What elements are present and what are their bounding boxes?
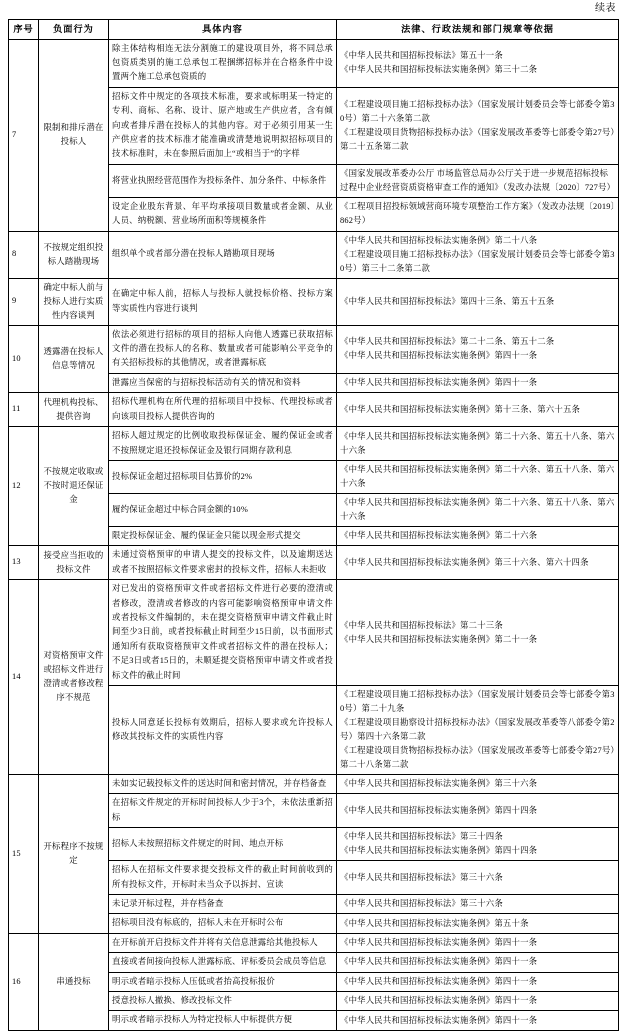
- cell-legal-basis: [337, 953, 619, 972]
- cell-legal-basis: [337, 39, 619, 87]
- cell-negative-behavior: 限制和排斥潜在投标人: [39, 39, 109, 231]
- cell-legal-basis: [337, 393, 619, 427]
- legal-basis-entry: 《中华人民共和国招标投标法》第四十三条、第五十五条: [340, 296, 555, 306]
- legal-basis-entry: 《中华人民共和国招标投标法》第五十一条: [340, 51, 503, 61]
- table-row: [9, 39, 619, 87]
- cell-legal-basis: [337, 278, 619, 325]
- cell-specific-content: 未如实记载投标文件的送达时间和密封情况，并存档备查: [109, 774, 337, 793]
- cell-legal-basis: [337, 493, 619, 526]
- cell-sequence-number: 8: [9, 231, 39, 278]
- cell-legal-basis: [337, 546, 619, 580]
- cell-legal-basis: [337, 197, 619, 231]
- cell-legal-basis: [337, 972, 619, 991]
- cell-specific-content: 招标代理机构在所代理的招标项目中投标、代理投标或者向该项目投标人提供咨询的: [109, 393, 337, 427]
- cell-legal-basis: [337, 861, 619, 895]
- cell-sequence-number: 7: [9, 39, 39, 231]
- cell-legal-basis: [337, 933, 619, 952]
- cell-negative-behavior: 对资格预审文件或招标文件进行澄清或者修改程序不规范: [39, 580, 109, 775]
- cell-legal-basis: [337, 373, 619, 392]
- cell-specific-content: 未记录开标过程，并存档备查: [109, 895, 337, 914]
- table-row: [9, 933, 619, 952]
- cell-legal-basis: [337, 794, 619, 828]
- cell-specific-content: 直接或者间接向投标人泄露标底、评标委员会成员等信息: [109, 953, 337, 972]
- table-row: [9, 774, 619, 793]
- column-header-seq: 序号: [9, 20, 39, 40]
- legal-basis-entry: 《中华人民共和国招标投标法实施条例》第四十一条: [340, 1015, 538, 1025]
- legal-basis-entry: 《中华人民共和国招标投标法实施条例》第四十一条: [340, 378, 538, 388]
- cell-sequence-number: 10: [9, 325, 39, 393]
- legal-basis-entry: 《中华人民共和国招标投标法实施条例》第二十一条: [340, 634, 538, 644]
- cell-legal-basis: [337, 774, 619, 793]
- cell-specific-content: 履约保证金超过中标合同金额的10%: [109, 493, 337, 526]
- legal-basis-entry: 《工程建设项目施工招标投标办法》（国家发展计划委员会等七部委令第30号）第三十二条第二款: [340, 249, 615, 273]
- legal-basis-entry: 《中华人民共和国招标投标法》第三十四条: [340, 832, 503, 842]
- table-row: [9, 546, 619, 580]
- cell-specific-content: 未通过资格预审的申请人提交的投标文件，以及逾期送达或者不按照招标文件要求密封的投标文件，招标人未拒收: [109, 546, 337, 580]
- legal-basis-entry: 《中华人民共和国招标投标法实施条例》第四十四条: [340, 846, 538, 856]
- cell-legal-basis: [337, 992, 619, 1011]
- legal-basis-entry: 《中华人民共和国招标投标法实施条例》第十三条、第六十五条: [340, 404, 581, 414]
- cell-sequence-number: 15: [9, 774, 39, 933]
- cell-specific-content: 招标人在招标文件要求提交投标文件的截止时间前收到的所有投标文件，开标时未当众予以拆封、宣读: [109, 861, 337, 895]
- legal-basis-entry: 《中华人民共和国招标投标法实施条例》第二十六条、第五十八条、第六十六条: [340, 431, 615, 455]
- cell-negative-behavior: 确定中标人前与投标人进行实质性内容谈判: [39, 278, 109, 325]
- cell-legal-basis: [337, 87, 619, 164]
- cell-negative-behavior: 不按规定收取或不按时退还保证金: [39, 427, 109, 546]
- legal-basis-entry: 《中华人民共和国招标投标法》第三十六条: [340, 899, 503, 909]
- legal-basis-entry: 《中华人民共和国招标投标法实施条例》第二十六条、第五十八条、第六十六条: [340, 464, 615, 488]
- legal-basis-entry: 《中华人民共和国招标投标法》第三十六条: [340, 872, 503, 882]
- legal-basis-entry: 《中华人民共和国招标投标法》第二十三条: [340, 620, 503, 630]
- legal-basis-entry: 《中华人民共和国招标投标法实施条例》第三十六条: [340, 779, 538, 789]
- legal-basis-entry: 《工程建设项目货物招标投标办法》（国家发展改革委等七部委令第27号）第二十五条第二款: [340, 127, 615, 151]
- cell-specific-content: 招标人未按照招标文件规定的时间、地点开标: [109, 828, 337, 861]
- cell-legal-basis: [337, 460, 619, 493]
- legal-basis-entry: 《工程建设项目施工招标投标办法》（国家发展计划委员会等七部委令第30号）第二十九条: [340, 689, 615, 713]
- legal-basis-entry: 《工程项目招投标领域营商环境专项整治工作方案》（发改办法规〔2019〕862号）: [340, 202, 615, 226]
- cell-legal-basis: [337, 231, 619, 278]
- cell-sequence-number: 11: [9, 393, 39, 427]
- cell-negative-behavior: 代理机构投标、提供咨询: [39, 393, 109, 427]
- cell-legal-basis: [337, 914, 619, 933]
- cell-sequence-number: 13: [9, 546, 39, 580]
- legal-basis-entry: 《中华人民共和国招标投标法实施条例》第二十八条: [340, 235, 538, 245]
- cell-specific-content: 将营业执照经营范围作为投标条件、加分条件、中标条件: [109, 164, 337, 197]
- legal-basis-entry: 《中华人民共和国招标投标法实施条例》第五十条: [340, 918, 529, 928]
- cell-specific-content: 明示或者暗示投标人压低或者抬高投标报价: [109, 972, 337, 991]
- cell-legal-basis: [337, 325, 619, 373]
- legal-basis-entry: 《中华人民共和国招标投标法实施条例》第三十六条、第六十四条: [340, 557, 589, 567]
- table-body: [9, 39, 619, 1030]
- column-header-law: 法律、行政法规和部门规章等依据: [337, 20, 619, 40]
- legal-basis-entry: 《中华人民共和国招标投标法实施条例》第四十一条: [340, 938, 538, 948]
- cell-negative-behavior: 开标程序不按规定: [39, 774, 109, 933]
- column-header-behavior: 负面行为: [39, 20, 109, 40]
- cell-legal-basis: [337, 828, 619, 861]
- cell-specific-content: 对已发出的资格预审文件或者招标文件进行必要的澄清或者修改，澄清或者修改的内容可能影响资格预审申请文件或者投标文件编制的，未在提交资格预审申请文件截止时间至少3日前，或者投标截止时间至少15日前，以书面形式通知所有获取资格预审文件或者招标文件的潜在投标人；不足3日或者15日的，未顺延提交资格预审申请文件或者投标文件的截止时间: [109, 580, 337, 686]
- legal-basis-entry: 《中华人民共和国招标投标法实施条例》第四十一条: [340, 957, 538, 967]
- cell-negative-behavior: 接受应当拒收的投标文件: [39, 546, 109, 580]
- cell-specific-content: 明示或者暗示投标人为特定投标人中标提供方便: [109, 1011, 337, 1030]
- cell-specific-content: 依法必须进行招标的项目的招标人向他人透露已获取招标文件的潜在投标人的名称、数量或者可能影响公平竞争的有关招标投标的其他情况，或者泄露标底: [109, 325, 337, 373]
- cell-specific-content: 在确定中标人前，招标人与投标人就投标价格、投标方案等实质性内容进行谈判: [109, 278, 337, 325]
- cell-specific-content: 授意投标人撤换、修改投标文件: [109, 992, 337, 1011]
- table-row: [9, 427, 619, 461]
- cell-sequence-number: 16: [9, 933, 39, 1030]
- legal-basis-entry: 《中华人民共和国招标投标法实施条例》第四十一条: [340, 351, 538, 361]
- legal-basis-entry: 《中华人民共和国招标投标法实施条例》第二十六条: [340, 531, 538, 541]
- legal-basis-entry: 《中华人民共和国招标投标法实施条例》第二十六条、第五十八条、第六十六条: [340, 497, 615, 521]
- legal-basis-entry: 《中华人民共和国招标投标法实施条例》第三十二条: [340, 65, 538, 75]
- cell-specific-content: 组织单个或者部分潜在投标人踏勘项目现场: [109, 231, 337, 278]
- cell-specific-content: 投标保证金超过招标项目估算价的2%: [109, 460, 337, 493]
- cell-specific-content: 泄露应当保密的与招标投标活动有关的情况和资料: [109, 373, 337, 392]
- negative-behavior-table: [8, 19, 619, 1031]
- cell-legal-basis: [337, 895, 619, 914]
- cell-legal-basis: [337, 685, 619, 774]
- cell-negative-behavior: 串通投标: [39, 933, 109, 1030]
- legal-basis-entry: 《工程建设项目勘察设计招标投标办法》（国家发展改革委等八部委令第2号）第四十六条第二款: [340, 717, 615, 741]
- cell-negative-behavior: 透露潜在投标人信息等情况: [39, 325, 109, 393]
- legal-basis-entry: 《国家发展改革委办公厅 市场监管总局办公厅关于进一步规范招标投标过程中企业经营资质资格审查工作的通知》（发改办法规〔2020〕727号）: [340, 168, 616, 192]
- header-row: [9, 20, 619, 40]
- cell-specific-content: 投标人同意延长投标有效期后，招标人要求或允许投标人修改其投标文件的实质性内容: [109, 685, 337, 774]
- cell-legal-basis: [337, 427, 619, 461]
- cell-legal-basis: [337, 164, 619, 197]
- cell-negative-behavior: 不按规定组织投标人踏勘现场: [39, 231, 109, 278]
- legal-basis-entry: 《中华人民共和国招标投标法实施条例》第四十四条: [340, 805, 538, 815]
- table-row: [9, 580, 619, 686]
- cell-specific-content: 招标文件中规定的各项技术标准，要求或标明某一特定的专利、商标、名称、设计、原产地或生产供应者，含有倾向或者排斥潜在投标人的其他内容。对于必须引用某一生产供应者的技术标准才能准确或清楚地说明拟招标项目的技术标准时，未在参照后面加上“或相当于”的字样: [109, 87, 337, 164]
- legal-basis-entry: 《中华人民共和国招标投标法》第二十二条、第五十二条: [340, 337, 555, 347]
- cell-legal-basis: [337, 526, 619, 545]
- cell-legal-basis: [337, 580, 619, 686]
- table-row: [9, 325, 619, 373]
- cell-specific-content: 限定投标保证金、履约保证金只能以现金形式提交: [109, 526, 337, 545]
- legal-basis-entry: 《中华人民共和国招标投标法实施条例》第四十一条: [340, 996, 538, 1006]
- cell-specific-content: 除主体结构相连无法分割施工的建设项目外，将不同总承包资质类别的施工总承包工程捆绑招标并在合格条件中设置两个施工总承包资质的: [109, 39, 337, 87]
- cell-specific-content: 招标项目没有标底的，招标人未在开标时公布: [109, 914, 337, 933]
- cell-sequence-number: 12: [9, 427, 39, 546]
- table-header: [9, 20, 619, 40]
- continued-table-label: 续表: [595, 3, 616, 14]
- table-row: [9, 278, 619, 325]
- cell-specific-content: 设定企业股东背景、年平均承接项目数量或者金额、从业人员、纳税额、营业场所面积等规模条件: [109, 197, 337, 231]
- cell-sequence-number: 14: [9, 580, 39, 775]
- cell-specific-content: 在招标文件规定的开标时间投标人少于3个，未依法重新招标: [109, 794, 337, 828]
- cell-specific-content: 在开标前开启投标文件并将有关信息泄露给其他投标人: [109, 933, 337, 952]
- cell-sequence-number: 9: [9, 278, 39, 325]
- table-row: [9, 393, 619, 427]
- cell-specific-content: 招标人超过规定的比例收取投标保证金、履约保证金或者不按照规定退还投标保证金及银行同期存款利息: [109, 427, 337, 461]
- table-row: [9, 231, 619, 278]
- legal-basis-entry: 《中华人民共和国招标投标法实施条例》第四十一条: [340, 976, 538, 986]
- legal-basis-entry: 《工程建设项目货物招标投标办法》（国家发展改革委等七部委令第27号）第二十八条第二款: [340, 745, 615, 769]
- column-header-content: 具体内容: [109, 20, 337, 40]
- cell-legal-basis: [337, 1011, 619, 1030]
- legal-basis-entry: 《工程建设项目施工招标投标办法》（国家发展计划委员会等七部委令第30号）第二十六条第二款: [340, 99, 615, 123]
